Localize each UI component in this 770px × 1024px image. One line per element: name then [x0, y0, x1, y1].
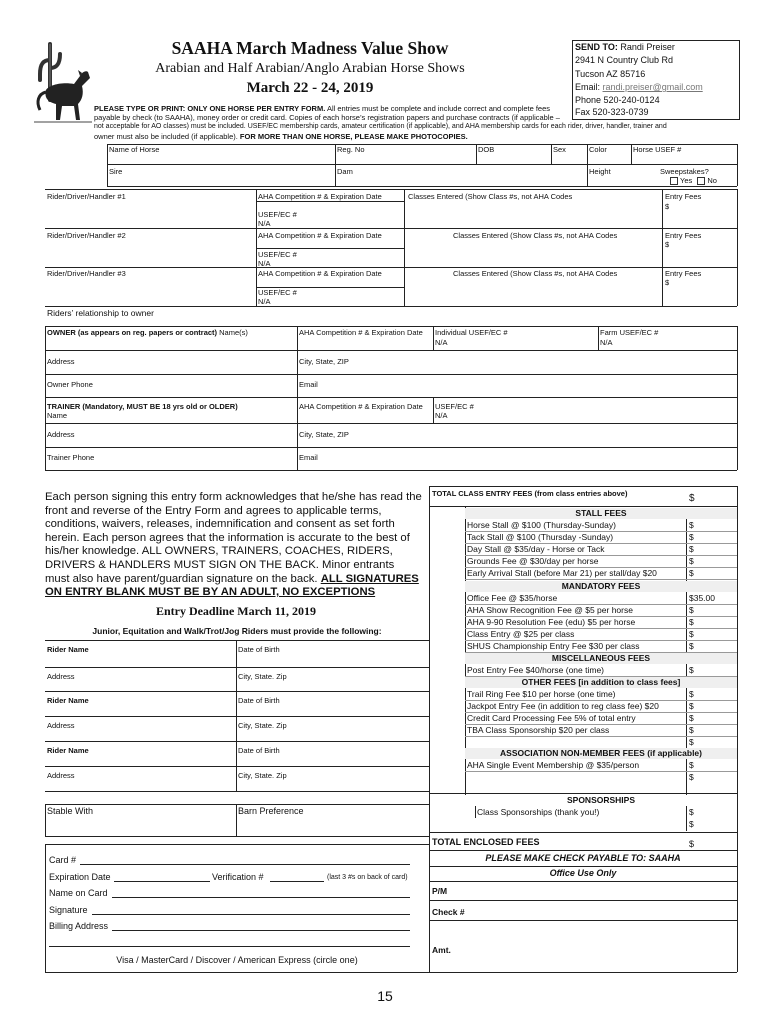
rider-3-classes-field[interactable]: Classes Entered (Show Class #s, not AHA Codes: [453, 269, 618, 278]
send-to-label: SEND TO:: [575, 42, 618, 52]
junior-title: Junior, Equitation and Walk/Trot/Jog Riders must provide the following:: [92, 626, 382, 636]
yes-checkbox[interactable]: [670, 177, 678, 185]
riders-relationship-field[interactable]: Riders’ relationship to owner: [47, 308, 154, 318]
reg-no-field[interactable]: Reg. No: [337, 145, 365, 154]
card-number-label: Card #: [49, 855, 77, 865]
total-enclosed-amount[interactable]: $: [689, 839, 695, 849]
horse-name-field[interactable]: Name of Horse: [109, 145, 160, 154]
send-to-name: Randi Preiser: [620, 42, 675, 52]
other-fee-row-2: [465, 713, 737, 724]
owner-phone-field[interactable]: Owner Phone: [47, 380, 93, 389]
no-checkbox[interactable]: [697, 177, 705, 185]
rider-1-dollar: $: [665, 202, 670, 211]
signature-label: Signature: [49, 905, 88, 915]
rider-1-usef-field[interactable]: USEF/EC #: [258, 210, 297, 219]
other-fee-row-3-amount[interactable]: $: [689, 725, 694, 735]
other-fee-row-3-label: TBA Class Sponsorship $20 per class: [467, 725, 610, 735]
mandatory-fee-row-3-label: Class Entry @ $25 per class: [467, 629, 575, 639]
assoc-fee-row-0-amount[interactable]: $: [689, 760, 694, 770]
junior-rider-2-dob[interactable]: Date of Birth: [238, 696, 280, 705]
verification-label: Verification #: [212, 872, 264, 882]
email-label: Email:: [575, 82, 601, 92]
other-fee-row-2-label: Credit Card Processing Fee 5% of total entry: [467, 713, 636, 723]
instructions-line-4: owner must also be included (if applicable). FOR MORE THAN ONE HORSE, PLEASE MAKE PHOTOCOPIES.: [94, 132, 468, 141]
total-class-fees-amount[interactable]: $: [689, 493, 695, 504]
rider-3-entry-fees[interactable]: Entry Fees: [665, 269, 702, 278]
name-on-card-label: Name on Card: [49, 888, 108, 898]
mandatory-fee-row-0-label: Office Fee @ $35/horse: [467, 593, 558, 603]
mandatory-fees-header: MANDATORY FEES: [465, 581, 737, 592]
rider-3-aha-field[interactable]: AHA Competition # & Expiration Date: [258, 269, 382, 278]
other-fee-row-1: [465, 701, 737, 712]
owner-farm-usef[interactable]: Farm USEF/EC #: [600, 328, 659, 337]
stall-fee-row-0: [465, 520, 737, 531]
rider-3-label: Rider/Driver/Handler #3: [47, 269, 126, 278]
trainer-label: TRAINER (Mandatory, MUST BE 18 yrs old or OLDER): [47, 402, 238, 411]
stall-fee-row-1-label: Tack Stall @ $100 (Thursday -Sunday): [467, 532, 614, 542]
other-fee-row-2-amount[interactable]: $: [689, 713, 694, 723]
sex-field[interactable]: Sex: [553, 145, 566, 154]
show-dates: March 22 - 24, 2019: [246, 80, 374, 96]
sponsorships-header: SPONSORSHIPS: [465, 795, 737, 806]
rider-1-entry-fees[interactable]: Entry Fees: [665, 192, 702, 201]
acknowledgement-text: Each person signing this entry form acknowledges that he/she has read the front and reverse of the Entry Form and agrees to applicable terms, conditions, waivers, releases, indemnification and consent as set forth herein. Each person agrees that the information is accurate to the best of his/her knowledge. ALL OWNERS, TRAINERS, COACHES, RIDERS, DRIVERS & HANDLERS MUST SIGN ON THE BACK. Minor entrants must also have parent/guardian signature on the back. ALL SIGNATURES ON ENTRY BLANK MUST BE BY AN ADULT, NO EXCEPTIONS: [45, 491, 422, 599]
sire-field[interactable]: Sire: [109, 167, 123, 176]
send-to-phone: Phone 520-240-0124: [575, 95, 660, 105]
owner-email-field[interactable]: Email: [299, 380, 318, 389]
junior-rider-2-city[interactable]: City, State. Zip: [238, 721, 287, 730]
stall-fee-row-3-label: Grounds Fee @ $30/day per horse: [467, 556, 599, 566]
stall-fee-row-0-amount[interactable]: $: [689, 520, 694, 530]
mandatory-fee-row-0-amount[interactable]: $35.00: [689, 593, 715, 603]
expiration-label: Expiration Date: [49, 872, 111, 882]
name-on-card-input[interactable]: [112, 897, 410, 898]
misc-fee-row-0-label: Post Entry Fee $40/horse (one time): [467, 665, 605, 675]
stall-fee-row-4: [465, 568, 737, 579]
trainer-email-field[interactable]: Email: [299, 453, 318, 462]
horse-usef-field[interactable]: Horse USEF #: [633, 145, 682, 154]
rider-3-na: N/A: [258, 297, 271, 306]
verification-note: (last 3 #s on back of card): [327, 874, 408, 881]
trainer-address-field[interactable]: Address: [47, 430, 75, 439]
assoc-fee-row-0-label: AHA Single Event Membership @ $35/person: [467, 760, 640, 770]
rider-2-classes-field[interactable]: Classes Entered (Show Class #s, not AHA Codes: [453, 231, 618, 240]
mandatory-fee-row-2: [465, 617, 737, 628]
misc-fees-header: MISCELLANEOUS FEES: [465, 653, 737, 664]
owner-farm-na: N/A: [600, 338, 613, 347]
rider-1-label: Rider/Driver/Handler #1: [47, 192, 126, 201]
mandatory-fee-row-3: [465, 629, 737, 640]
other-fee-row-0-label: Trail Ring Fee $10 per horse (one time): [467, 689, 616, 699]
billing-address-input-2[interactable]: [49, 946, 410, 947]
rider-2-label: Rider/Driver/Handler #2: [47, 231, 126, 240]
card-number-input[interactable]: [80, 864, 410, 865]
stable-with-field[interactable]: Stable With: [47, 806, 94, 816]
junior-rider-2-name[interactable]: Rider Name: [47, 696, 89, 705]
rider-1-aha-field[interactable]: AHA Competition # & Expiration Date: [258, 192, 382, 201]
rider-3-dollar: $: [665, 278, 670, 287]
expiration-input[interactable]: [114, 881, 210, 882]
owner-address-field[interactable]: Address: [47, 357, 75, 366]
instructions-line-2: payable by check (to SAAHA), money order or credit card. Copies of each horse’s registration papers and purchase contracts (if applicable –: [94, 113, 560, 122]
barn-preference-field[interactable]: Barn Preference: [238, 806, 304, 816]
mandatory-fee-row-4-amount[interactable]: $: [689, 641, 694, 651]
trainer-city-field[interactable]: City, State, ZIP: [299, 430, 349, 439]
mandatory-fee-row-4: [465, 641, 737, 652]
junior-rider-2-address[interactable]: Address: [47, 721, 75, 730]
junior-rider-3-address[interactable]: Address: [47, 771, 75, 780]
send-to-fax: Fax 520-323-0739: [575, 107, 649, 117]
other-fee-row-1-label: Jackpot Entry Fee (in addition to reg class fee) $20: [467, 701, 659, 711]
signature-input[interactable]: [92, 914, 410, 915]
payable-to: PLEASE MAKE CHECK PAYABLE TO: SAAHA: [485, 853, 681, 863]
other-fee-row-0-amount[interactable]: $: [689, 689, 694, 699]
send-to-address1: 2941 N Country Club Rd: [575, 55, 674, 65]
rider-2-entry-fees[interactable]: Entry Fees: [665, 231, 702, 240]
mandatory-fee-row-2-label: AHA 9-90 Resolution Fee (edu) $5 per horse: [467, 617, 636, 627]
stall-fee-row-2-amount[interactable]: $: [689, 544, 694, 554]
total-class-fees-label: TOTAL CLASS ENTRY FEES (from class entries above): [432, 489, 628, 498]
trainer-name-field[interactable]: Name: [47, 411, 68, 420]
stall-fee-row-2: [465, 544, 737, 555]
send-to-box: [572, 40, 740, 120]
stall-fee-row-1: [465, 532, 737, 543]
junior-rider-1-name[interactable]: Rider Name: [47, 645, 89, 654]
check-number-field: Check #: [432, 907, 465, 917]
stall-fees-header: STALL FEES: [465, 508, 737, 519]
rider-2-aha-field[interactable]: AHA Competition # & Expiration Date: [258, 231, 382, 240]
trainer-phone-field[interactable]: Trainer Phone: [47, 453, 95, 462]
billing-address-label: Billing Address: [49, 921, 109, 931]
stall-fee-row-3: [465, 556, 737, 567]
mandatory-fee-row-0: [465, 593, 737, 604]
owner-city-field[interactable]: City, State, ZIP: [299, 357, 349, 366]
junior-rider-1-address[interactable]: Address: [47, 672, 75, 681]
assoc-fees-header: ASSOCIATION NON-MEMBER FEES (if applicable): [465, 748, 737, 759]
owner-individual-usef[interactable]: Individual USEF/EC #: [435, 328, 508, 337]
sweepstakes-label: Sweepstakes?: [660, 167, 709, 176]
verification-input[interactable]: [270, 881, 324, 882]
billing-address-input[interactable]: [112, 930, 410, 931]
horse-cactus-logo: [28, 40, 96, 126]
stall-fee-row-2-label: Day Stall @ $35/day - Horse or Tack: [467, 544, 605, 554]
mandatory-fee-row-1-label: AHA Show Recognition Fee @ $5 per horse: [467, 605, 633, 615]
owner-name-field[interactable]: OWNER (as appears on reg. papers or contract) Name(s): [47, 328, 248, 337]
page-number: 15: [377, 988, 393, 1004]
assoc-fee-extra-amount[interactable]: $: [689, 772, 694, 782]
entry-deadline: Entry Deadline March 11, 2019: [155, 604, 317, 618]
stall-fee-row-4-label: Early Arrival Stall (before Mar 21) per stall/day $20: [467, 568, 657, 578]
other-fee-row-3: [465, 725, 737, 736]
rider-1-classes-field[interactable]: Classes Entered (Show Class #s, not AHA Codes: [408, 192, 573, 201]
stall-fee-row-4-amount[interactable]: $: [689, 568, 694, 578]
junior-rider-1-city[interactable]: City, State. Zip: [238, 672, 287, 681]
junior-rider-3-city[interactable]: City, State. Zip: [238, 771, 287, 780]
dob-field[interactable]: DOB: [478, 145, 495, 154]
mandatory-fee-row-3-amount[interactable]: $: [689, 629, 694, 639]
amount-field: Amt.: [432, 945, 451, 955]
color-field[interactable]: Color: [589, 145, 607, 154]
sponsorship-amount[interactable]: $: [689, 807, 694, 817]
pm-field: P/M: [432, 886, 448, 896]
misc-fee-row-0: [465, 665, 737, 676]
junior-rider-3-dob[interactable]: Date of Birth: [238, 746, 280, 755]
show-title: SAAHA March Madness Value Show: [171, 38, 449, 58]
dam-field[interactable]: Dam: [337, 167, 353, 176]
mandatory-fee-row-1: [465, 605, 737, 616]
sponsorship-row: Class Sponsorships (thank you!): [477, 807, 600, 817]
owner-aha-field[interactable]: AHA Competition # & Expiration Date: [299, 328, 423, 337]
sweepstakes-options: Yes No: [670, 176, 717, 185]
other-fees-header: OTHER FEES [in addition to class fees]: [465, 677, 737, 688]
rider-3-usef-field[interactable]: USEF/EC #: [258, 288, 297, 297]
send-to-address2: Tucson AZ 85716: [575, 69, 646, 79]
height-field[interactable]: Height: [589, 167, 611, 176]
rider-2-dollar: $: [665, 240, 670, 249]
show-subtitle: Arabian and Half Arabian/Anglo Arabian Horse Shows: [155, 61, 465, 76]
mandatory-fee-row-1-amount[interactable]: $: [689, 605, 694, 615]
other-fee-row-1-amount[interactable]: $: [689, 701, 694, 711]
other-fee-row-0: [465, 689, 737, 700]
trainer-na: N/A: [435, 411, 448, 420]
office-use-only: Office Use Only: [549, 868, 617, 878]
instructions-line-3: not acceptable for AO classes) must be included. USEF/EC membership cards, amateur certification (if applicable), and AHA membership cards for each rider, driver, handler, trainer and: [94, 123, 667, 130]
stall-fee-row-0-label: Horse Stall @ $100 (Thursday-Sunday): [467, 520, 616, 530]
sponsorship-amount-2[interactable]: $: [689, 819, 694, 829]
mandatory-fee-row-4-label: SHUS Championship Entry Fee $30 per class: [467, 641, 640, 651]
email-link[interactable]: randi.preiser@gmail.com: [602, 82, 703, 92]
assoc-fee-row-0: [465, 760, 737, 771]
rider-1-na: N/A: [258, 219, 271, 228]
mandatory-fee-row-2-amount[interactable]: $: [689, 617, 694, 627]
instructions-line-1: PLEASE TYPE OR PRINT: ONLY ONE HORSE PER ENTRY FORM. All entries must be complete and include correct and complete fees: [94, 104, 551, 113]
junior-rider-3-name[interactable]: Rider Name: [47, 746, 89, 755]
other-fee-extra-amount[interactable]: $: [689, 737, 694, 747]
rider-2-na: N/A: [258, 259, 271, 268]
owner-individual-na: N/A: [435, 338, 448, 347]
card-types: Visa / MasterCard / Discover / American Express (circle one): [116, 955, 358, 965]
trainer-usef-field[interactable]: USEF/EC #: [435, 402, 474, 411]
stall-fee-row-1-amount[interactable]: $: [689, 532, 694, 542]
total-enclosed-label: TOTAL ENCLOSED FEES: [432, 837, 540, 847]
junior-rider-1-dob[interactable]: Date of Birth: [238, 645, 280, 654]
misc-fee-row-0-amount[interactable]: $: [689, 665, 694, 675]
stall-fee-row-3-amount[interactable]: $: [689, 556, 694, 566]
trainer-aha-field[interactable]: AHA Competition # & Expiration Date: [299, 402, 423, 411]
rider-2-usef-field[interactable]: USEF/EC #: [258, 250, 297, 259]
